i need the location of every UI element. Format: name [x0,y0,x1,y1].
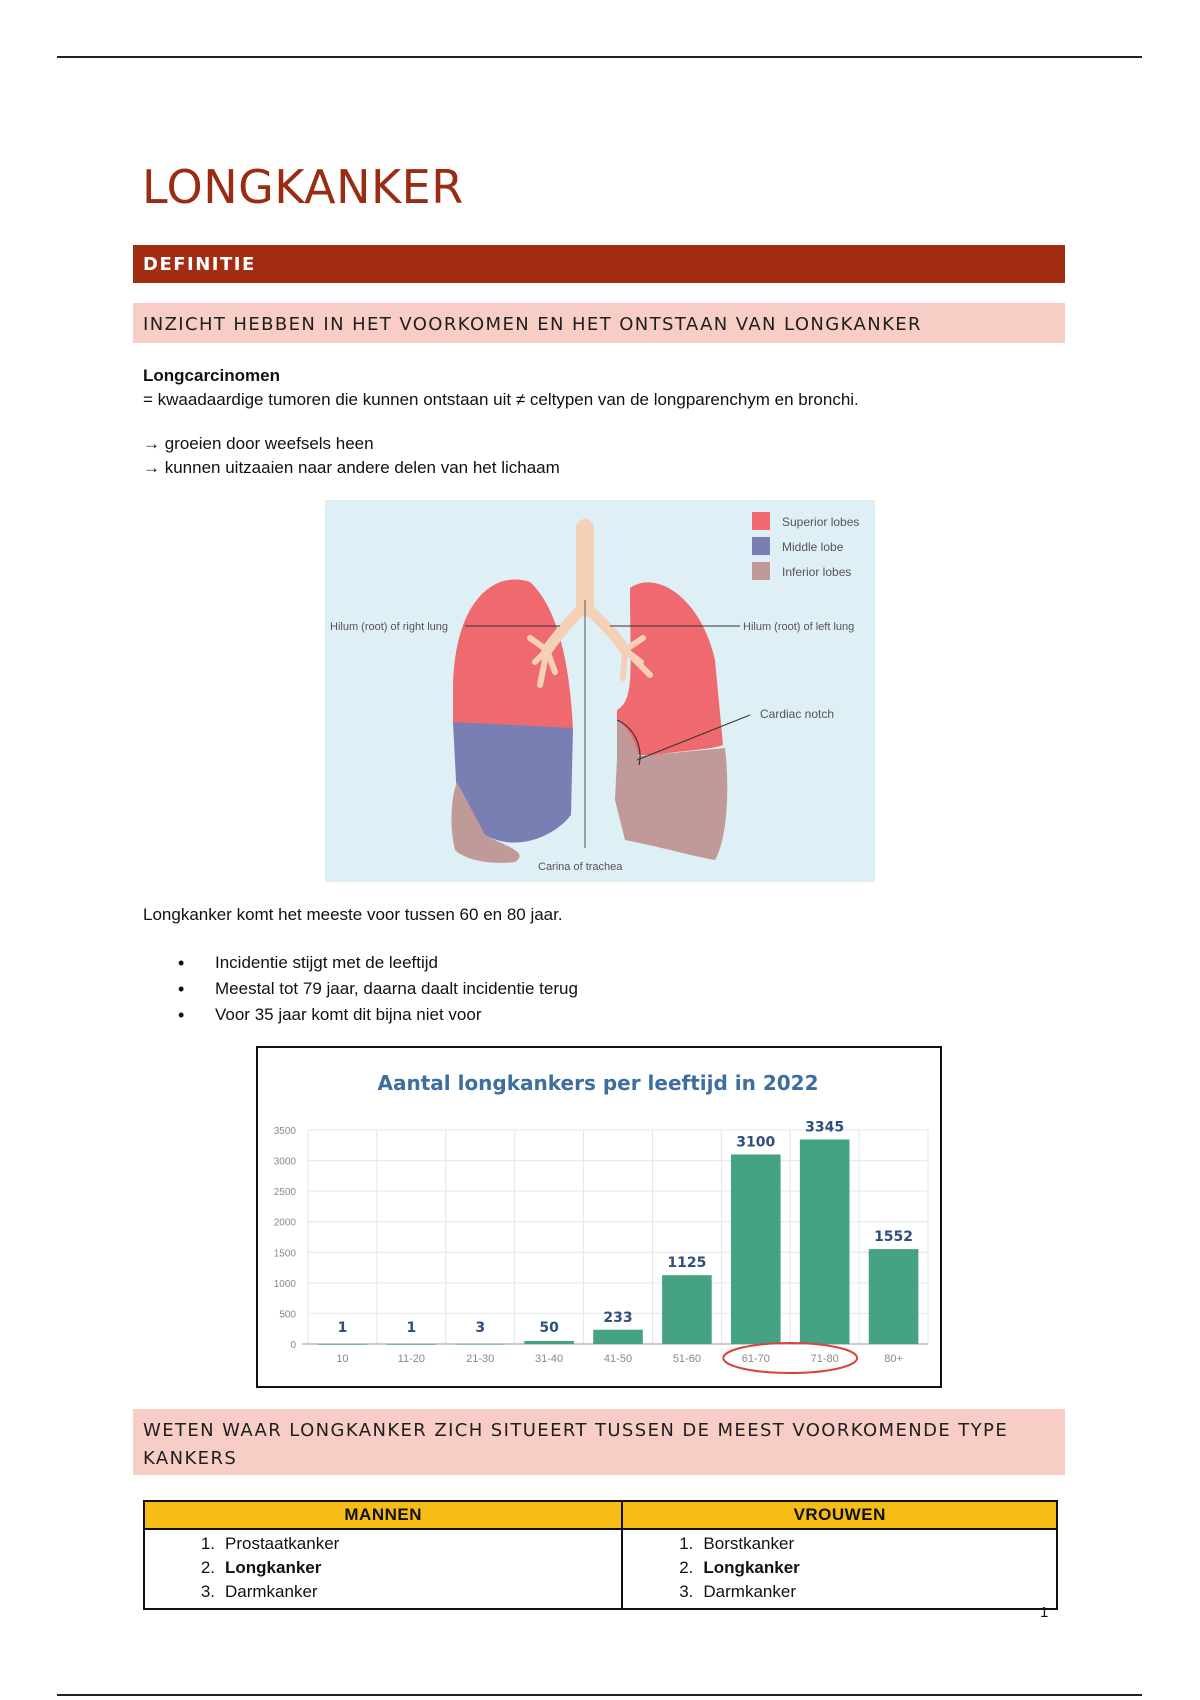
page-number: 1 [1040,1604,1049,1621]
bar-11-20 [387,1344,437,1345]
list-item: 1. Prostaatkanker [200,1534,340,1553]
lung-legend [752,512,859,580]
age-chart-frame [256,1046,942,1388]
bottom-rule [57,1694,1142,1696]
bar-51-60 [662,1275,712,1344]
bar-21-30 [455,1344,505,1345]
label-hilum-left: Hilum (root) of left lung [743,621,855,633]
definition-text: = kwaadaardige tumoren die kunnen ontstaan uit ≠ celtypen van de longparenchym en bronchi. [143,390,859,409]
table-header-vrouwen: VROUWEN [622,1501,1057,1529]
right-lung [451,579,573,862]
age-statement: Longkanker komt het meeste voor tussen 60 en 80 jaar. [143,905,563,924]
definition-arrow-2: → kunnen uitzaaien naar andere delen van het lichaam [143,458,560,477]
bar-80+ [869,1249,919,1344]
data-label-61-70: 3100 [736,1134,776,1151]
page-title: LONGKANKER [142,160,464,214]
x-tick-label-41-50: 41-50 [603,1353,633,1365]
y-tick-label: 3000 [273,1156,296,1168]
data-label-51-60: 1125 [667,1255,707,1272]
y-tick-label: 2500 [273,1187,296,1199]
subsection-heading-weten: WETEN WAAR LONGKANKER ZICH SITUEERT TUSSEN DE MEEST VOORKOMENDE TYPE KANKERS [133,1409,1065,1475]
y-tick-label: 3500 [273,1126,296,1137]
bar-10 [318,1344,368,1345]
bar-31-40 [524,1341,574,1344]
y-tick-label: 0 [290,1340,296,1351]
x-tick-label-51-60: 51-60 [672,1353,701,1365]
list-item: 3. Darmkanker [679,1582,796,1601]
legend-label-superior: Superior lobes [782,515,860,529]
bullet-item: • Meestal tot 79 jaar, daarna daalt incidentie terug [170,976,578,1002]
age-bar-chart [258,1048,940,1386]
x-tick-label-71-80: 71-80 [810,1353,839,1365]
data-label-10: 1 [337,1320,348,1336]
x-tick-label-61-70: 61-70 [741,1353,770,1365]
label-hilum-right: Hilum (root) of right lung [330,621,448,633]
label-cardiac-notch: Cardiac notch [760,707,835,721]
data-label-11-20: 1 [406,1320,417,1336]
cancer-ranking-table [143,1500,1058,1610]
x-tick-label-10: 10 [336,1353,349,1365]
label-carina: Carina of trachea [538,861,623,873]
bullet-list [170,950,578,1028]
subsection-heading-inzicht: INZICHT HEBBEN IN HET VOORKOMEN EN HET ONTSTAAN VAN LONGKANKER [133,303,1065,343]
bar-61-70 [731,1154,781,1344]
table-cell-mannen [144,1529,622,1609]
top-rule [57,56,1142,58]
bar-71-80 [800,1139,850,1344]
data-label-71-80: 3345 [805,1119,845,1136]
list-item: 2. Longkanker [200,1558,322,1577]
bullet-item: • Incidentie stijgt met de leeftijd [170,950,578,976]
legend-swatch-middle [752,537,770,555]
x-tick-label-80+: 80+ [884,1353,903,1365]
y-tick-label: 1000 [273,1278,296,1290]
y-tick-label: 2000 [273,1217,296,1229]
figure-background [325,500,875,882]
data-label-31-40: 50 [539,1320,559,1336]
section-heading-definitie: DEFINITIE [133,245,1065,283]
table-header-mannen: MANNEN [144,1501,622,1529]
definition-block [143,364,859,480]
lung-anatomy-figure [325,500,875,882]
legend-swatch-superior [752,512,770,530]
data-label-80+: 1552 [874,1229,914,1246]
list-item: 1. Borstkanker [679,1534,795,1553]
bullet-item: • Voor 35 jaar komt dit bijna niet voor [170,1002,578,1028]
legend-label-inferior: Inferior lobes [782,565,852,579]
list-item: 3. Darmkanker [200,1582,318,1601]
table-cell-vrouwen [622,1529,1057,1609]
y-tick-label: 1500 [273,1248,296,1260]
definition-arrow-1: → groeien door weefsels heen [143,434,374,453]
y-tick-label: 500 [279,1309,296,1321]
x-tick-label-11-20: 11-20 [397,1353,425,1365]
list-item: 2. Longkanker [679,1558,800,1577]
bar-41-50 [593,1330,643,1344]
x-tick-label-21-30: 21-30 [466,1353,495,1365]
data-label-41-50: 233 [603,1309,633,1326]
chart-title: Aantal longkankers per leeftijd in 2022 [377,1071,819,1095]
legend-label-middle: Middle lobe [782,540,844,554]
data-label-21-30: 3 [475,1320,486,1336]
x-tick-label-31-40: 31-40 [535,1353,564,1365]
definition-term: Longcarcinomen [143,366,280,385]
legend-swatch-inferior [752,562,770,580]
